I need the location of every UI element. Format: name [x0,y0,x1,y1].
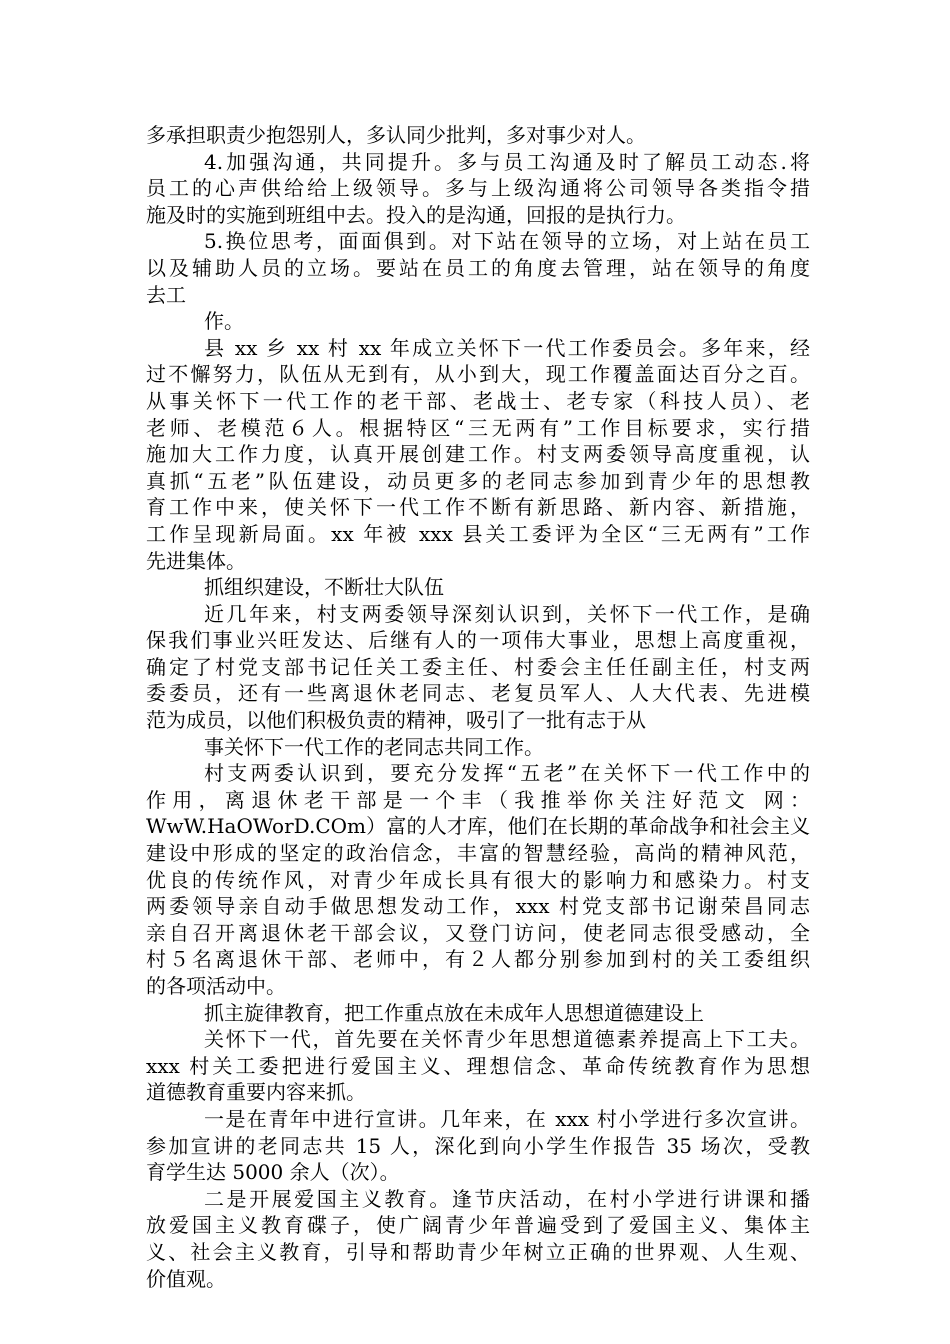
text-line: 育工作中来，使关怀下一代工作不断有新思路、新内容、新措施， [146,495,810,520]
text-line: 道德教育重要内容来抓。 [146,1080,366,1105]
text-line: 亲自召开离退休老干部会议，又登门访问，使老同志很受感动，全 [146,920,810,945]
text-line: 委委员，还有一些离退休老同志、老复员军人、人大代表、先进模 [146,681,810,706]
text-line: 真抓“五老”队伍建设，动员更多的老同志参加到青少年的思想教 [146,468,810,493]
document-body [146,122,810,1292]
text-line: 放爱国主义教育碟子，使广阔青少年普遍受到了爱国主义、集体主 [146,1213,810,1238]
text-line: 确定了村党支部书记任关工委主任、村委会主任任副主任，村支两 [146,654,810,679]
text-line: 多承担职责少抱怨别人，多认同少批判，多对事少对人。 [146,123,646,147]
text-line: 5.换位思考，面面俱到。对下站在领导的立场，对上站在员工 [204,229,810,254]
text-line: 育学生达 5000 余人（次）。 [146,1160,400,1185]
text-line: 从事关怀下一代工作的老干部、老战士、老专家（科技人员）、老 [146,388,810,413]
text-line: 工作呈现新局面。xx 年被 xxx 县关工委评为全区“三无两有”工作 [146,521,810,546]
text-line: 抓组织建设，不断壮大队伍 [204,575,444,600]
text-line: 以及辅助人员的立场。要站在员工的角度去管理，站在领导的角度 [146,255,810,280]
text-line: 价值观。 [146,1266,226,1291]
text-line: 范为成员，以他们积极负责的精神，吸引了一批有志于从 [146,708,646,733]
text-line: 过不懈努力，队伍从无到有，从小到大，现工作覆盖面达百分之百。 [146,362,810,387]
text-line: 事关怀下一代工作的老同志共同工作。 [204,734,544,759]
text-line: 的各项活动中。 [146,974,286,998]
text-line: WwW.HaOWorD.COm）富的人才库，他们在长期的革命战争和社会主义 [146,814,810,839]
text-line: 施加大工作力度，认真开展创建工作。村支两委领导高度重视，认 [146,442,810,467]
text-line: 去工 [146,282,186,307]
text-line: 两委领导亲自动手做思想发动工作，xxx 村党支部书记谢荣昌同志 [146,894,810,919]
text-line: 抓主旋律教育，把工作重点放在未成年人思想道德建设上 [204,1000,704,1025]
text-line: 村支两委认识到，要充分发挥“五老”在关怀下一代工作中的 [204,761,810,786]
text-line: 先进集体。 [146,548,246,573]
text-line: 义、社会主义教育，引导和帮助青少年树立正确的世界观、人生观、 [146,1239,810,1264]
text-line: 优良的传统作风，对青少年成长具有很大的影响力和感染力。村支 [146,867,810,892]
text-line: 4.加强沟通，共同提升。多与员工沟通及时了解员工动态.将 [204,149,810,174]
text-line: 员工的心声供给给上级领导。多与上级沟通将公司领导各类指令措 [146,176,810,201]
text-line: 施及时的实施到班组中去。投入的是沟通，回报的是执行力。 [146,202,686,227]
text-line: 关怀下一代，首先要在关怀青少年思想道德素养提高上下工夫。 [204,1027,810,1052]
text-line: 一是在青年中进行宣讲。几年来，在 xxx 村小学进行多次宣讲。 [204,1106,810,1131]
text-line: 作用，离退休老干部是一个丰（我推举你关注好范文 网： [146,787,810,812]
text-line: 建设中形成的坚定的政治信念，丰富的智慧经验，高尚的精神风范， [146,841,810,866]
text-line: xxx 村关工委把进行爱国主义、理想信念、革命传统教育作为思想 [146,1053,810,1078]
text-line: 村５名离退休干部、老师中，有２人都分别参加到村的关工委组织 [146,947,810,972]
text-line: 老师、老模范６人。根据特区“三无两有”工作目标要求，实行措 [146,415,810,440]
text-line: 二是开展爱国主义教育。逢节庆活动，在村小学进行讲课和播 [204,1186,810,1211]
text-line: 近几年来，村支两委领导深刻认识到，关怀下一代工作，是确 [204,601,810,626]
text-line: 参加宣讲的老同志共 15 人，深化到向小学生作报告 35 场次，受教 [146,1133,810,1158]
text-line: 作。 [204,309,244,334]
text-line: 保我们事业兴旺发达、后继有人的一项伟大事业，思想上高度重视， [146,628,810,653]
text-line: 县 xx 乡 xx 村 xx 年成立关怀下一代工作委员会。多年来，经 [204,335,810,360]
